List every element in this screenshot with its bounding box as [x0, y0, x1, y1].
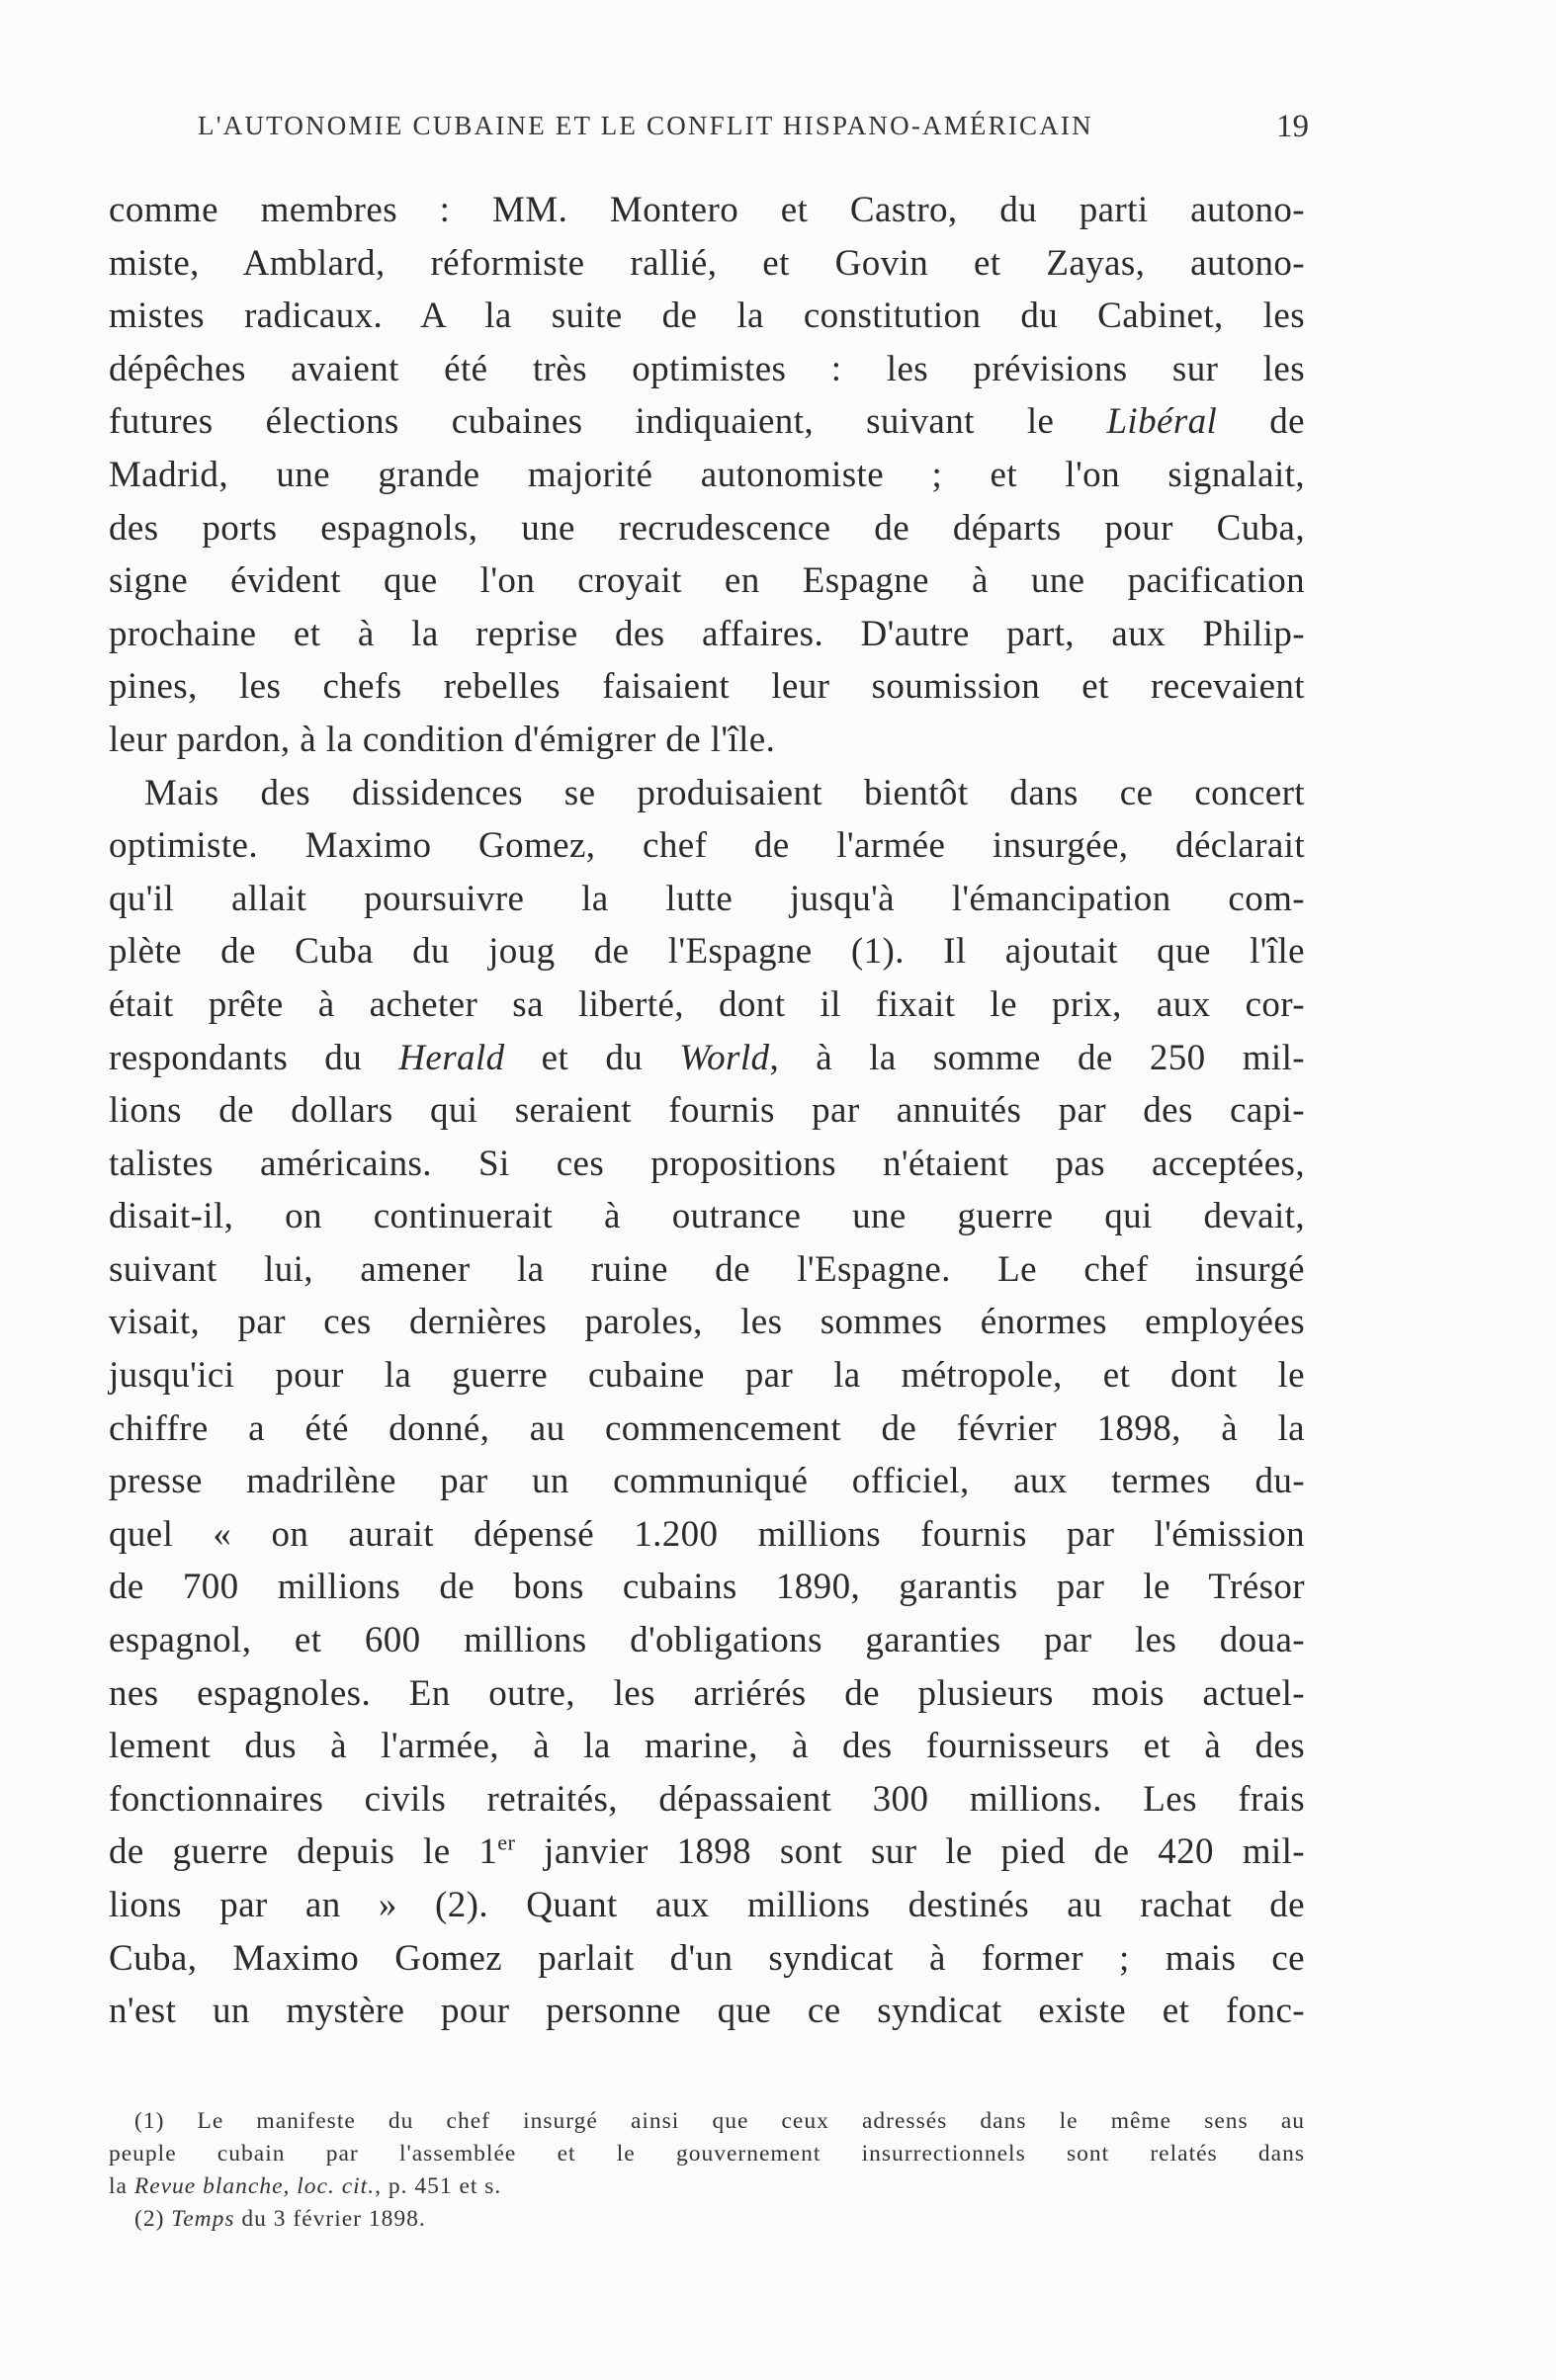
footnote-1-line: (1) Le manifeste du chef insurgé ainsi que ceux adressés dans le même sens au [134, 2108, 1305, 2134]
text-segment: et du [504, 1037, 680, 1078]
text-line: comme membres : MM. Montero et Castro, du parti autono- [109, 190, 1305, 230]
text-line: de 700 millions de bons cubains 1890, garantis par le Trésor [109, 1567, 1305, 1608]
text-segment: , à la somme de 250 mil- [769, 1037, 1305, 1078]
text-segment: (2) [134, 2206, 172, 2232]
text-line: prochaine et à la reprise des affaires. D'autre part, aux Philip- [109, 613, 1305, 654]
text-segment: du 3 février 1898. [234, 2206, 426, 2232]
paragraph-start-line: Mais des dissidences se produisaient bientôt dans ce concert [144, 772, 1305, 813]
text-line: jusqu'ici pour la guerre cubaine par la métropole, et dont le [109, 1355, 1305, 1397]
text-line: espagnol, et 600 millions d'obligations garanties par les doua- [109, 1620, 1305, 1661]
text-segment: futures élections cubaines indiquaient, suivant le [109, 401, 1107, 443]
text-line: disait-il, on continuerait à outrance une guerre qui devait, [109, 1196, 1305, 1237]
text-line: talistes américains. Si ces propositions n'étaient pas acceptées, [109, 1143, 1305, 1184]
text-line: n'est un mystère pour personne que ce syndicat existe et fonc- [109, 1991, 1305, 2032]
footnotes [109, 2105, 1305, 2236]
text-segment: de guerre depuis le 1 [109, 1831, 498, 1873]
text-line: visait, par ces dernières paroles, les sommes énormes employées [109, 1302, 1305, 1343]
text-line [109, 395, 1305, 449]
text-segment: de [1217, 401, 1305, 443]
text-line: qu'il allait poursuivre la lutte jusqu'à l'émancipation com- [109, 878, 1305, 919]
text-line: plète de Cuba du joug de l'Espagne (1). Il ajoutait que l'île [109, 931, 1305, 973]
text-line: optimiste. Maximo Gomez, chef de l'armée insurgée, déclarait [109, 825, 1305, 867]
running-title: L'AUTONOMIE CUBAINE ET LE CONFLIT HISPANO-AMÉRICAIN [198, 111, 1093, 140]
text-segment: respondants du [109, 1037, 399, 1078]
text-line: était prête à acheter sa liberté, dont il fixait le prix, aux cor- [109, 983, 1305, 1025]
text-line: leur pardon, à la condition d'émigrer de l'île. [109, 719, 776, 760]
text-segment: janvier 1898 sont sur le pied de 420 mil- [515, 1831, 1305, 1873]
newspaper-title-herald: Herald [398, 1037, 505, 1078]
text-segment: , p. 451 et s. [375, 2173, 502, 2199]
text-line: pines, les chefs rebelles faisaient leur soumission et recevaient [109, 666, 1305, 708]
text-line: Madrid, une grande majorité autonomiste ; et l'on signalait, [109, 454, 1305, 495]
text-segment: la [109, 2173, 134, 2199]
text-line: signe évident que l'on croyait en Espagne à une pacification [109, 560, 1305, 602]
text-line: mistes radicaux. A la suite de la constitution du Cabinet, les [109, 296, 1305, 337]
ordinal-superscript: er [497, 1830, 516, 1856]
text-line: Cuba, Maximo Gomez parlait d'un syndicat à former ; mais ce [109, 1937, 1305, 1979]
footnote-1-line [109, 2170, 1305, 2203]
newspaper-title-liberal: Libéral [1106, 401, 1218, 443]
newspaper-title-world: World [679, 1037, 770, 1078]
text-line: miste, Amblard, réformiste rallié, et Govin et Zayas, autono- [109, 242, 1305, 284]
footnote-2-line [109, 2203, 1305, 2236]
text-line: lions par an » (2). Quant aux millions destinés au rachat de [109, 1885, 1305, 1925]
newspaper-title-temps: Temps [171, 2206, 235, 2232]
text-line: des ports espagnols, une recrudescence de départs pour Cuba, [109, 507, 1305, 549]
body-text [109, 184, 1305, 2038]
running-head [198, 111, 1309, 150]
text-line: chiffre a été donné, au commencement de février 1898, à la [109, 1407, 1305, 1449]
text-line: lions de dollars qui seraient fournis par annuités par des capi- [109, 1090, 1305, 1132]
text-line: quel « on aurait dépensé 1.200 millions fournis par l'émission [109, 1513, 1305, 1555]
text-line: nes espagnoles. En outre, les arriérés de plusieurs mois actuel- [109, 1672, 1305, 1714]
page-number: 19 [1276, 109, 1309, 144]
text-line: fonctionnaires civils retraités, dépassaient 300 millions. Les frais [109, 1778, 1305, 1820]
text-line [109, 1826, 1305, 1879]
footnote-1-line: peuple cubain par l'assemblée et le gouvernement insurrectionnels sont relatés dans [109, 2141, 1305, 2167]
text-line [109, 1032, 1305, 1085]
text-line: presse madrilène par un communiqué officiel, aux termes du- [109, 1461, 1305, 1502]
text-line: lement dus à l'armée, à la marine, à des fournisseurs et à des [109, 1726, 1305, 1767]
text-line: dépêches avaient été très optimistes : les prévisions sur les [109, 348, 1305, 389]
journal-title: Revue blanche, loc. cit. [133, 2173, 376, 2199]
text-line: suivant lui, amener la ruine de l'Espagne. Le chef insurgé [109, 1248, 1305, 1290]
